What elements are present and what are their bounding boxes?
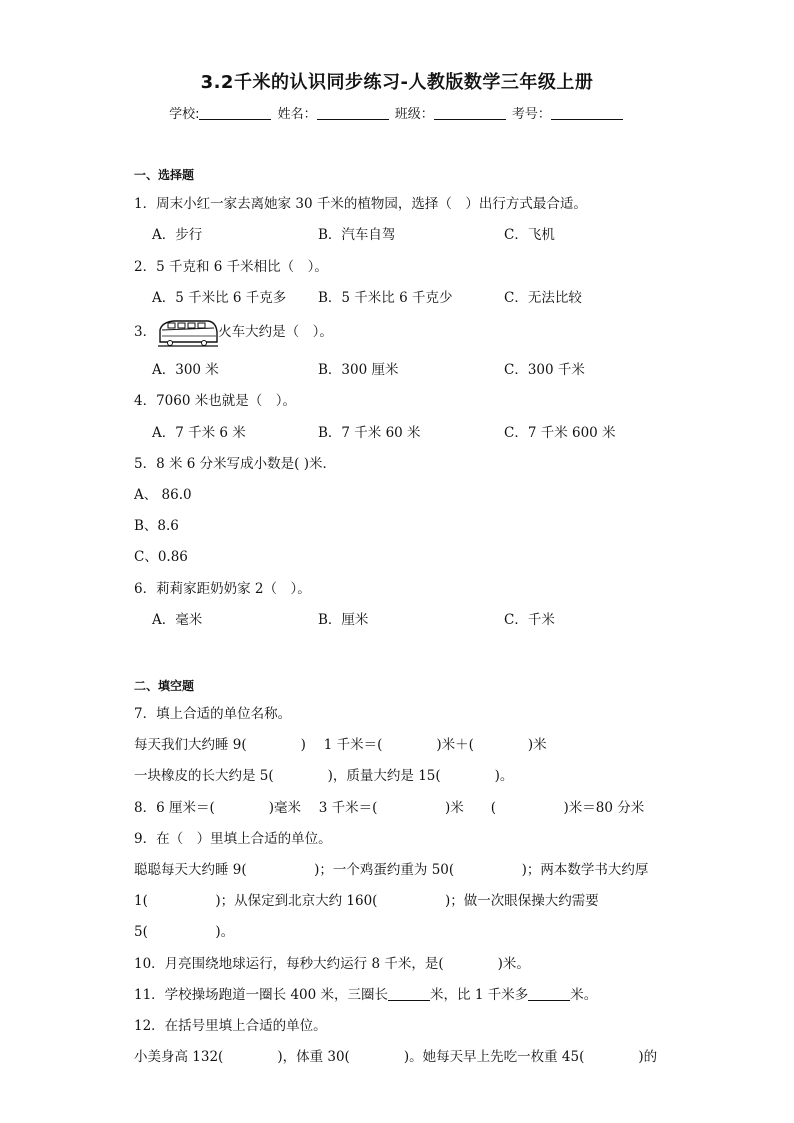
- q3-stem: 火车大约是（ ）。: [218, 324, 333, 340]
- q4-option-b: B．7 千米 60 米: [318, 425, 421, 441]
- q1-stem: 1．周末小红一家去离她家 30 千米的植物园，选择（ ）出行方式最合适。: [134, 196, 587, 212]
- q1-option-c: C．飞机: [504, 227, 555, 243]
- q4-stem: 4．7060 米也就是（ ）。: [134, 393, 296, 409]
- q6-option-c: C．千米: [504, 612, 555, 628]
- section-title-fill: 二、填空题: [134, 679, 195, 693]
- q3-option-b: B．300 厘米: [318, 362, 399, 378]
- q1-option-a: A．步行: [152, 227, 203, 243]
- q9-line-1: 聪聪每天大约睡 9( )；一个鸡蛋约重为 50( )；两本数学书大约厚: [134, 862, 649, 878]
- q1-option-b: B．汽车自驾: [318, 227, 396, 243]
- q11-blank-1[interactable]: [388, 988, 430, 1001]
- student-info-line: [0, 103, 794, 122]
- q11-part-1: 11．学校操场跑道一圈长 400 米，三圈长: [134, 987, 389, 1003]
- train-icon: [156, 318, 218, 348]
- q11-stem: [134, 983, 597, 1003]
- name-label: 姓名：: [277, 107, 317, 122]
- section-title-choice: 一、选择题: [134, 168, 195, 182]
- q6-option-b: B．厘米: [318, 612, 369, 628]
- q7-line-1: 每天我们大约睡 9( ) 1 千米＝( )米＋( )米: [134, 737, 547, 753]
- q9-line-3: 5( )。: [134, 924, 235, 940]
- q5-option-a: A、 86.0: [134, 487, 192, 503]
- class-blank[interactable]: [434, 107, 506, 120]
- q10-stem: 10．月亮围绕地球运行，每秒大约运行 8 千米，是( )米。: [134, 956, 530, 972]
- q3-option-c: C．300 千米: [504, 362, 585, 378]
- q9-stem: 9．在（ ）里填上合适的单位。: [134, 831, 332, 847]
- q3-number: 3．: [134, 324, 157, 340]
- q8-stem: 8．6 厘米＝( )毫米 3 千米＝( )米 ( )米＝80 分米: [134, 800, 645, 816]
- page-title: 3.2千米的认识同步练习-人教版数学三年级上册: [200, 72, 594, 93]
- q6-stem: 6．莉莉家距奶奶家 2（ ）。: [134, 581, 311, 597]
- q12-stem: 12．在括号里填上合适的单位。: [134, 1018, 327, 1034]
- q4-option-c: C．7 千米 600 米: [504, 425, 616, 441]
- q9-line-2: 1( )；从保定到北京大约 160( )；做一次眼保操大约需要: [134, 893, 599, 909]
- school-blank[interactable]: [199, 107, 271, 120]
- q2-option-c: C．无法比较: [504, 290, 582, 306]
- q2-option-b: B．5 千米比 6 千克少: [318, 290, 453, 306]
- q4-option-a: A．7 千米 6 米: [152, 425, 246, 441]
- q5-option-b: B、8.6: [134, 518, 179, 534]
- q5-stem: 5．8 米 6 分米写成小数是( )米．: [134, 456, 336, 472]
- q11-blank-2[interactable]: [528, 988, 570, 1001]
- number-blank[interactable]: [551, 107, 623, 120]
- q2-option-a: A．5 千米比 6 千克多: [152, 290, 287, 306]
- q12-line-1: 小美身高 132( )，体重 30( )。她每天早上先吃一枚重 45( )的: [134, 1049, 658, 1065]
- q6-option-a: A．毫米: [152, 612, 203, 628]
- q11-part-3: 米。: [570, 987, 598, 1003]
- q11-part-2: 米，比 1 千米多: [430, 987, 529, 1003]
- number-label: 考号：: [511, 107, 551, 122]
- q3-option-a: A．300 米: [152, 362, 219, 378]
- q7-stem: 7．填上合适的单位名称。: [134, 706, 292, 722]
- school-label: 学校:: [169, 107, 200, 122]
- class-label: 班级：: [394, 107, 434, 122]
- name-blank[interactable]: [317, 107, 389, 120]
- q3-stem-line: [134, 318, 333, 348]
- q5-option-c: C、0.86: [134, 549, 188, 565]
- q7-line-2: 一块橡皮的长大约是 5( )，质量大约是 15( )。: [134, 768, 514, 784]
- q2-stem: 2．5 千克和 6 千米相比（ ）。: [134, 259, 328, 275]
